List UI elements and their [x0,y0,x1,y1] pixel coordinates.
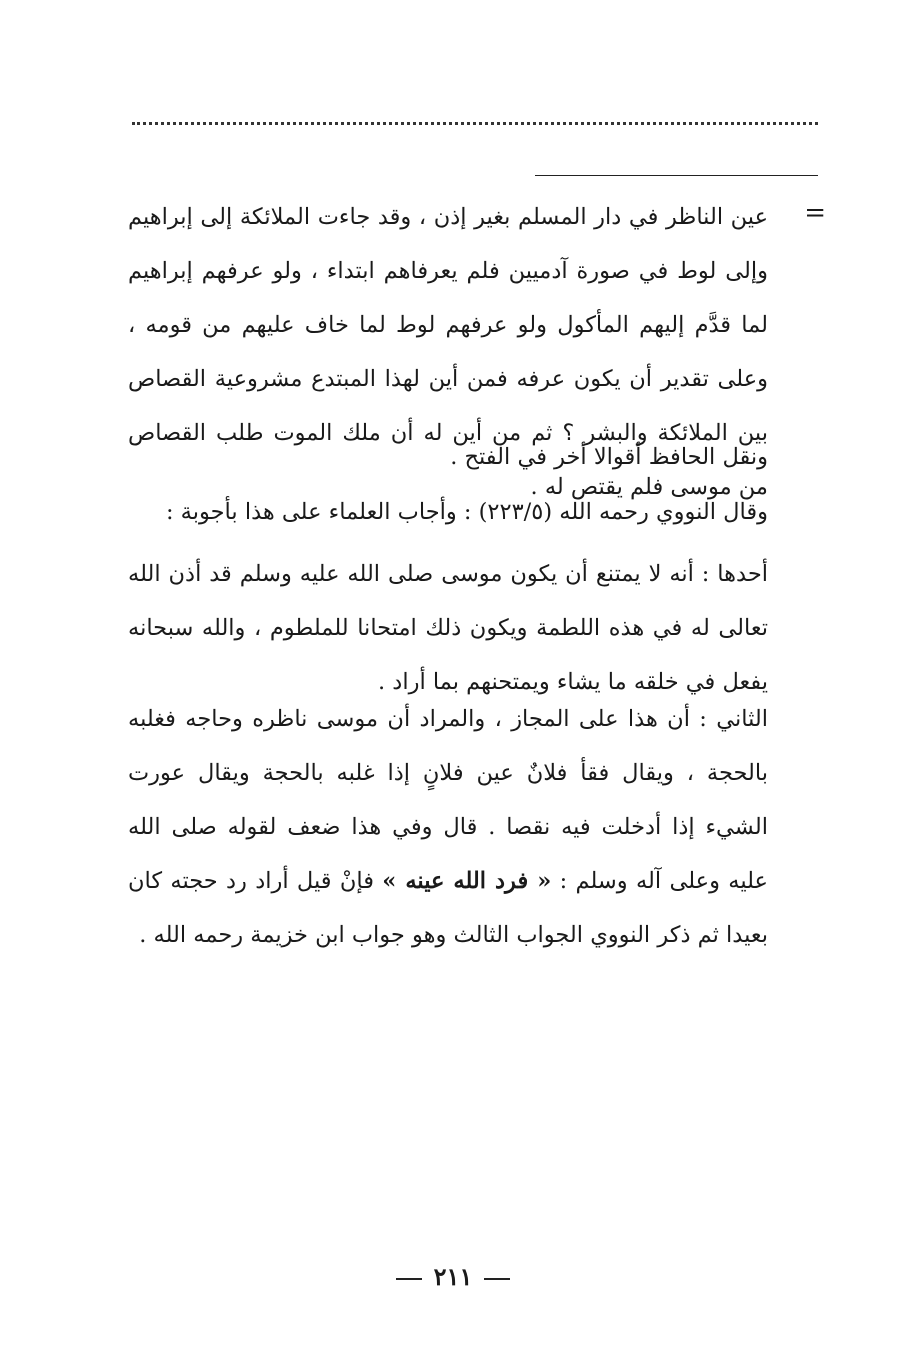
paragraph-nawawi-intro: وقال النووي رحمه الله (٢٢٣/٥) : وأجاب العلماء على هذا بأجوبة : [165,499,768,525]
second-answer-text-start: الثاني : أن هذا على المجاز ، والمراد أن موسى ناظره وحاجه فغلبه بالحجة ، ويقال فقأ فلانٌ عين فلانٍ إذا غلبه بالحجة ويقال عورت الشيء إذا أدخلت فيه نقصا . قال وفي هذا ضعف لقوله صلى الله عليه وعلى آله وسلم : [128,706,768,894]
paragraph-continuation: عين الناظر في دار المسلم بغير إذن ، وقد جاءت الملائكة إلى إبراهيم وإلى لوط في صورة آدميين فلم يعرفاهم ابتداء ، ولو عرفهم إبراهيم لما قدَّم إليهم المأكول ولو عرفهم لوط لما خاف عليهم من قومه ، وعلى تقدير أن يكون عرفه فمن أين لهذا المبتدع مشروعية القصاص بين الملائكة والبشر ؟ ثم من أين له أن ملك الموت طلب القصاص من موسى فلم يقتص له . [128,204,768,500]
footnote-separator-line [535,175,818,176]
second-answer-text-end: فإنْ قيل أراد رد حجته كان بعيدا ثم ذكر النووي الجواب الثالث وهو جواب ابن خزيمة رحمه الله . [128,868,768,948]
page-number-footer [0,1262,906,1291]
paragraph-hafiz-note: ونقل الحافظ أقوالا أخر في الفتح . [450,444,768,470]
paragraph-first-answer: أحدها : أنه لا يمتنع أن يكون موسى صلى الله عليه وسلم قد أذن الله تعالى له في هذه اللطمة ويكون ذلك امتحانا للملطوم ، والله سبحانه يفعل في خلقه ما يشاء ويمتحنهم بما أراد . [128,561,768,695]
right-dash [484,1278,510,1280]
dotted-separator [132,122,818,125]
page-number: ٢١١ [433,1262,473,1291]
paragraph-second-answer [128,692,768,962]
continuation-mark: = [804,198,826,228]
hadith-quote: « فرد الله عينه » [382,868,552,894]
left-dash [396,1278,422,1280]
